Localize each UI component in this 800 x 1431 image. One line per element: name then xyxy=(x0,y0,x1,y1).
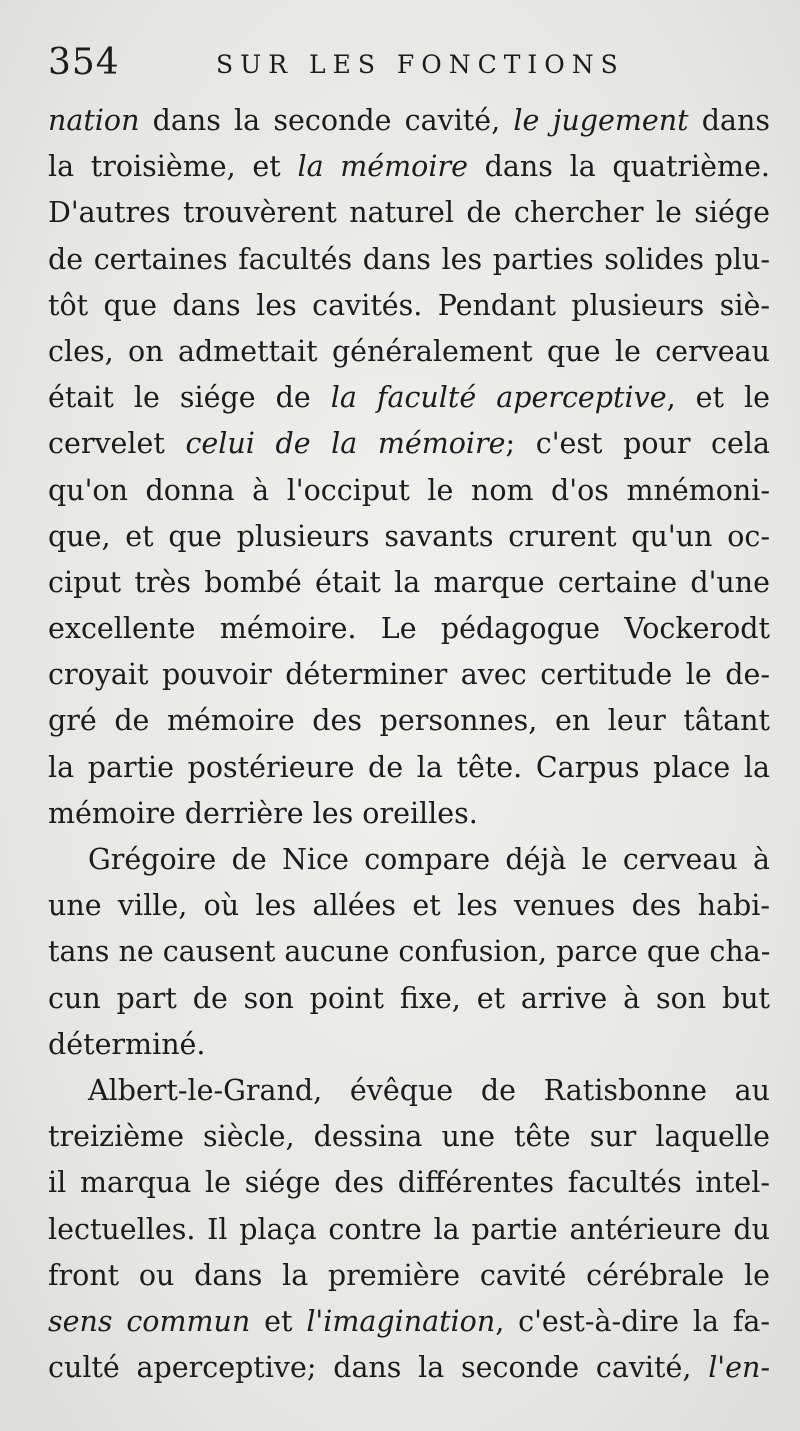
text-line: treizième siècle, dessina une tête sur laquelle xyxy=(48,1120,770,1154)
text-line: gré de mémoire des personnes, en leur tâtant xyxy=(48,704,770,738)
text-line: la troisième, et la mémoire dans la quatrième. xyxy=(48,150,770,184)
text-line: tans ne causent aucune confusion, parce que cha- xyxy=(48,935,770,969)
text-line: mémoire derrière les oreilles. xyxy=(48,796,478,830)
page-number: 354 xyxy=(48,42,120,83)
text-line: ciput très bombé était la marque certaine d'une xyxy=(48,565,770,599)
text-line: une ville, où les allées et les venues des habi- xyxy=(48,889,770,923)
page-header xyxy=(48,38,768,86)
text-line: culté aperceptive; dans la seconde cavité, l'en- xyxy=(48,1351,770,1385)
text-line: excellente mémoire. Le pédagogue Vockerodt xyxy=(48,612,770,646)
text-line: la partie postérieure de la tête. Carpus place la xyxy=(48,750,770,784)
text-line: il marqua le siége des différentes facultés intel- xyxy=(48,1166,770,1200)
text-line: cervelet celui de la mémoire; c'est pour cela xyxy=(48,427,770,461)
text-line: croyait pouvoir déterminer avec certitude le de- xyxy=(48,658,770,692)
text-line: cles, on admettait généralement que le cerveau xyxy=(48,334,770,368)
text-line: déterminé. xyxy=(48,1027,206,1061)
text-line: Albert-le-Grand, évêque de Ratisbonne au xyxy=(88,1073,770,1107)
text-line: que, et que plusieurs savants crurent qu'un oc- xyxy=(48,519,770,553)
text-line: D'autres trouvèrent naturel de chercher le siége xyxy=(48,196,770,230)
text-line: Grégoire de Nice compare déjà le cerveau à xyxy=(88,843,770,876)
text-line: nation dans la seconde cavité, le jugement dans xyxy=(48,104,770,137)
text-line: sens commun et l'imagination, c'est-à-dire la fa- xyxy=(48,1304,770,1338)
text-line: tôt que dans les cavités. Pendant plusieurs siè- xyxy=(48,288,770,322)
text-line: front ou dans la première cavité cérébrale le xyxy=(48,1258,770,1292)
text-line: lectuelles. Il plaça contre la partie antérieure du xyxy=(48,1212,770,1246)
running-head: SUR LES FONCTIONS xyxy=(216,50,625,79)
text-line: cun part de son point fixe, et arrive à son but xyxy=(48,981,770,1015)
body-text xyxy=(48,98,770,1391)
text-line: de certaines facultés dans les parties solides plu- xyxy=(48,242,770,276)
text-line: qu'on donna à l'occiput le nom d'os mnémoni- xyxy=(48,473,770,507)
text-line: était le siége de la faculté aperceptive, et le xyxy=(48,381,770,415)
